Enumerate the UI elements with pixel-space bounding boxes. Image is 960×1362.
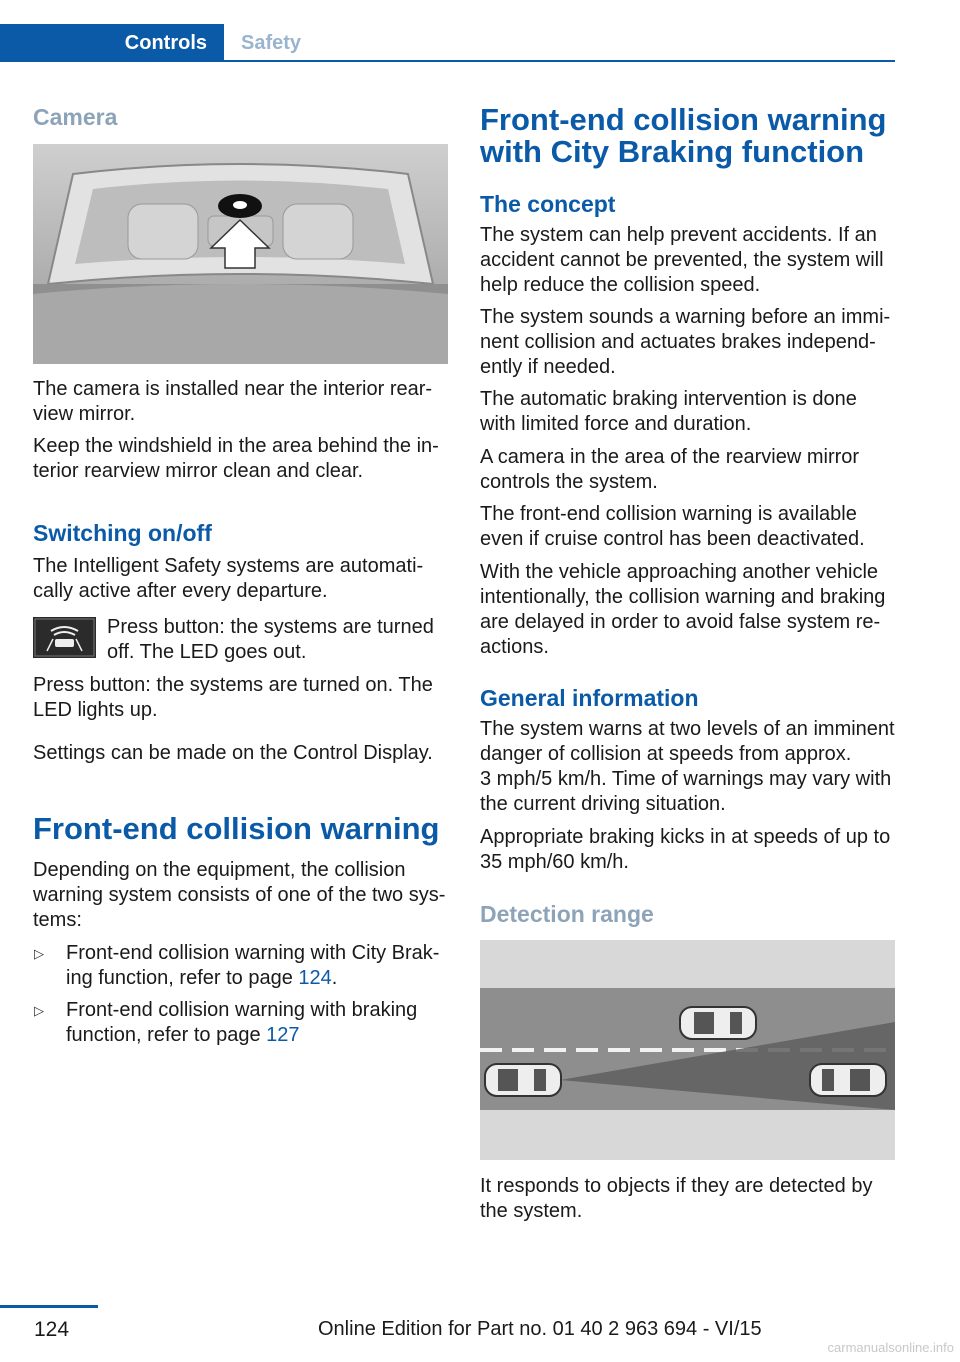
switching-paragraph-3: Settings can be made on the Control Display. bbox=[33, 742, 433, 764]
page-link-124[interactable]: 124 bbox=[298, 967, 332, 989]
camera-paragraph-2: Keep the windshield in the area behind the in- terior rearview mirror clean and clear. bbox=[33, 435, 439, 482]
page-link-127[interactable]: 127 bbox=[266, 1024, 300, 1046]
page-number: 124 bbox=[34, 1318, 70, 1341]
bullet-triangle-icon: ▷ bbox=[34, 946, 44, 961]
detection-heading: Detection range bbox=[480, 901, 654, 927]
edition-text: Online Edition for Part no. 01 40 2 963 694 - VI/15 bbox=[318, 1318, 762, 1340]
concept-paragraph: The automatic braking intervention is done with limited force and duration. bbox=[480, 388, 857, 435]
main-heading: Front-end collision warning with City Braking function bbox=[480, 102, 887, 169]
general-paragraph: Appropriate braking kicks in at speeds of up to 35 mph/60 km/h. bbox=[480, 826, 891, 873]
camera-location-image bbox=[33, 144, 448, 364]
list-item: Front-end collision warning with City Brak- ing function, refer to page 124. bbox=[66, 942, 440, 989]
concept-paragraph: With the vehicle approaching another vehicle intentionally, the collision warning and braking are delayed in order to avoid false system re- actions. bbox=[480, 561, 886, 658]
button-paragraph: Press button: the systems are turned off. The LED goes out. bbox=[107, 616, 434, 663]
camera-paragraph-1: The camera is installed near the interior rear- view mirror. bbox=[33, 378, 433, 425]
camera-heading: Camera bbox=[33, 104, 118, 130]
safety-button-icon bbox=[33, 617, 96, 658]
switching-paragraph-2: Press button: the systems are turned on. The LED lights up. bbox=[33, 674, 433, 721]
list-item: Front-end collision warning with braking function, refer to page 127 bbox=[66, 999, 418, 1046]
car-icon bbox=[680, 1007, 756, 1039]
fcw-heading: Front-end collision warning bbox=[33, 811, 440, 846]
header-rule bbox=[0, 60, 895, 62]
concept-paragraph: The system sounds a warning before an immi- nent collision and actuates brakes independ- ently if needed. bbox=[480, 306, 891, 378]
watermark: carmanualsonline.info bbox=[827, 1340, 954, 1355]
car-icon bbox=[810, 1064, 886, 1096]
concept-paragraph: The front-end collision warning is available even if cruise control has been deactivated. bbox=[480, 503, 865, 550]
car-icon bbox=[485, 1064, 561, 1096]
tab-controls[interactable]: Controls bbox=[0, 24, 224, 62]
general-paragraph: The system warns at two levels of an imminent danger of collision at speeds from approx. 3 mph/5 km/h. Time of warnings may vary with the current driving situation. bbox=[480, 718, 895, 815]
concept-paragraph: The system can help prevent accidents. If an accident cannot be prevented, the system will help reduce the collision speed. bbox=[480, 224, 884, 296]
switching-paragraph-1: The Intelligent Safety systems are automati- cally active after every departure. bbox=[33, 555, 424, 602]
concept-paragraph: A camera in the area of the rearview mirror controls the system. bbox=[480, 446, 860, 493]
detection-range-image bbox=[480, 940, 895, 1160]
tab-safety[interactable]: Safety bbox=[241, 31, 302, 54]
switching-heading: Switching on/off bbox=[33, 520, 212, 546]
fcw-paragraph: Depending on the equipment, the collision warning system consists of one of the two sys- tems: bbox=[33, 859, 446, 931]
footer-rule bbox=[0, 1305, 98, 1308]
concept-heading: The concept bbox=[480, 191, 616, 217]
detection-paragraph: It responds to objects if they are detected by the system. bbox=[480, 1175, 873, 1222]
general-heading: General information bbox=[480, 685, 699, 711]
bullet-triangle-icon: ▷ bbox=[34, 1003, 44, 1018]
header-tabs bbox=[0, 24, 895, 62]
